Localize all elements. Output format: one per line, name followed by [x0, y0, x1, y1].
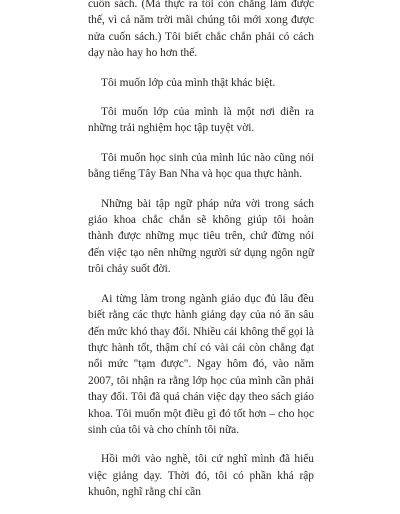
paragraph: Ai từng làm trong ngành giáo dục đủ lâu đều biết rằng các thực hành giảng dạy của nó ăn sâu đến mức khó thay đổi. Nhiều cái không thể gọi là thực hành tốt, thậm chí có vài cái còn chẳng đạt nổi mức "tạm được". Ngay hôm đó, vào năm 2007, tôi nhận ra rằng lớp học của mình cần phải thay đổi. Tôi đã quá chán việc dạy theo sách giáo khoa. Tôi muốn một điều gì đó tốt hơn – cho học sinh của tôi và cho chính tôi nữa. — [88, 292, 314, 436]
paragraph: Hồi mới vào nghề, tôi cứ nghĩ mình đã hiểu việc giảng dạy. Thời đó, tôi có phần khá rập khuôn, nghĩ rằng chỉ cần — [88, 453, 314, 499]
body-text — [88, 0, 314, 514]
paragraph: Tôi muốn học sinh của mình lúc nào cũng nói bằng tiếng Tây Ban Nha và học qua thực hành. — [88, 151, 314, 181]
paragraph: Những bài tập ngữ pháp nửa vời trong sách giáo khoa chắc chắn sẽ không giúp tôi hoàn thành được những mục tiêu trên, chứ đừng nói đến việc tạo nên những người sử dụng ngôn ngữ trôi chảy suốt đời. — [88, 197, 314, 276]
paragraph-continued: cuốn sách. (Mà thực ra tôi còn chẳng làm được thế, vì cả năm trời mãi chúng tôi mới xong được nửa cuốn sách.) Tôi biết chắc chắn phải có cách dạy nào hay ho hơn thế. — [88, 0, 314, 60]
paragraph: Tôi muốn lớp của mình thật khác biệt. — [101, 76, 276, 89]
paragraph: Tôi muốn lớp của mình là một nơi diễn ra những trải nghiệm học tập tuyệt vời. — [88, 106, 314, 135]
